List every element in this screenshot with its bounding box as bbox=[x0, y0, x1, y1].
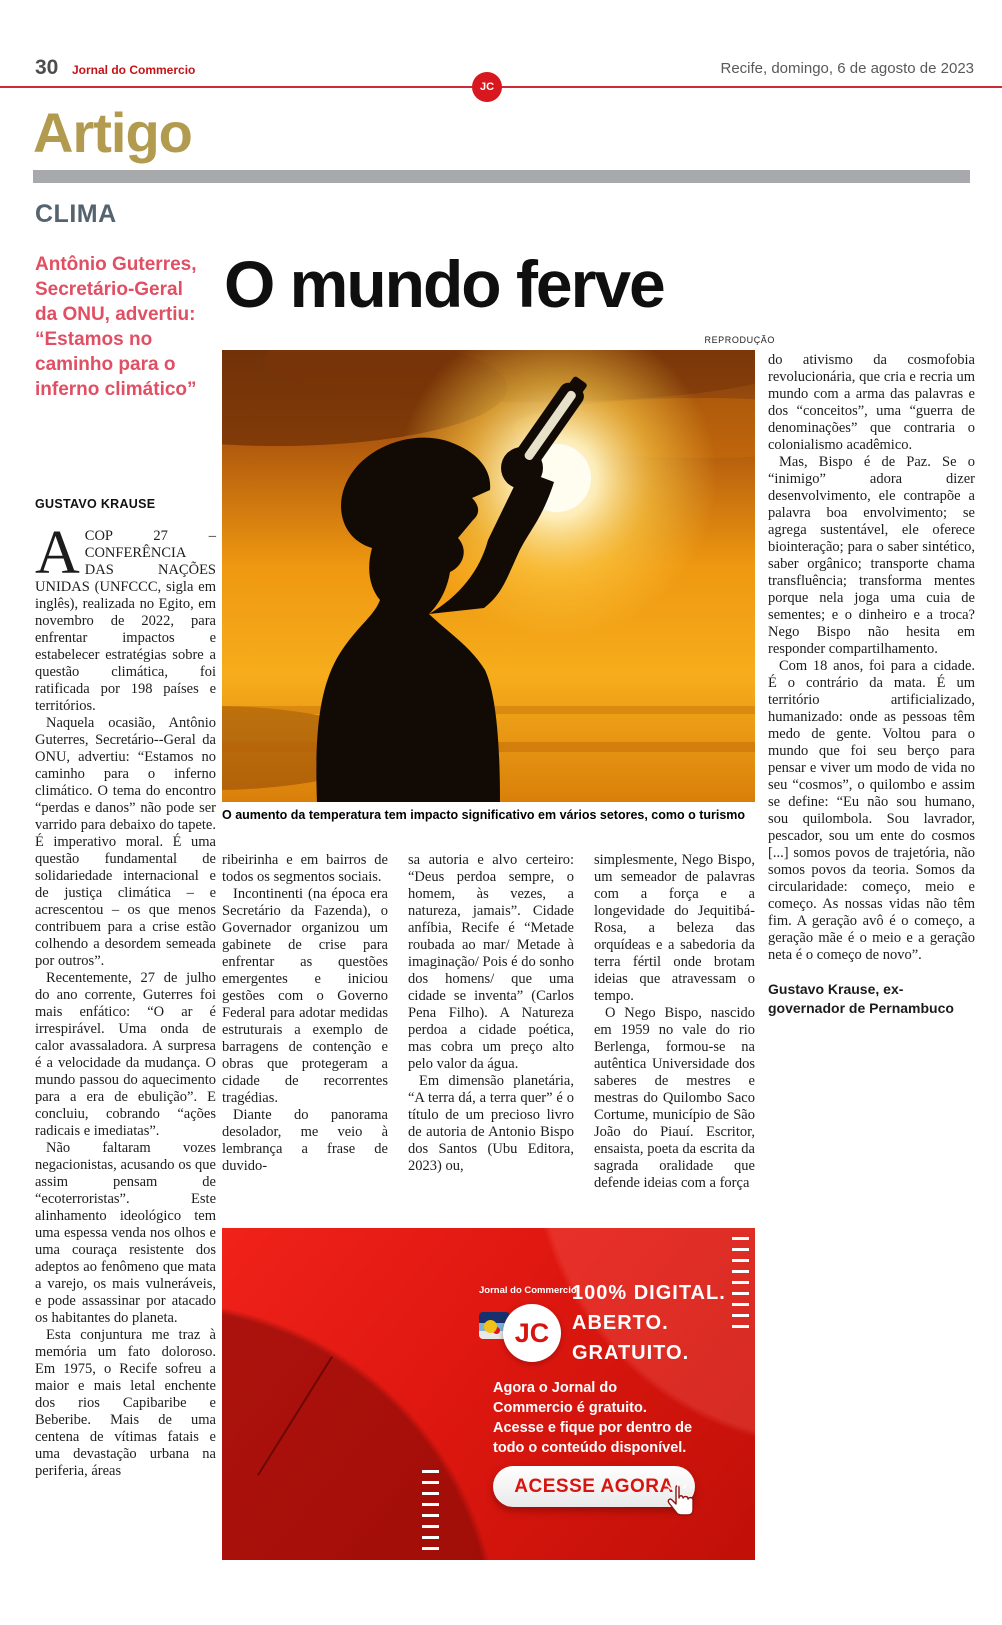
paragraph: inferno climático” bbox=[35, 379, 197, 400]
ad-headline bbox=[572, 1278, 726, 1368]
section-title: Artigo bbox=[33, 101, 192, 164]
paragraph: Incontinenti (na época era Secretário da Fazenda), o Governador organizou um gabinete de crise para enfrentar as questões emergentes e iniciou gestões com o Governo Federal para adotar medidas estruturais a exemplo de barragens de contenção e obras que protegeram a cidade de recorrentes tragédias. bbox=[222, 886, 388, 1106]
paragraph-group bbox=[594, 852, 755, 1192]
article-column-3 bbox=[408, 852, 574, 1175]
paragraph: simplesmente, Nego Bispo, um semeador de palavras com a força e a longevidade do Jequitibá-Rosa, a beleza das orquídeas e a sabedoria da terra fértil onde brotam ideias que atravessam o tempo. bbox=[594, 852, 755, 1004]
paragraph-group bbox=[408, 852, 574, 1175]
paragraph: Mas, Bispo é de Paz. Se o “inimigo” adora dizer desenvolvimento, ele contrapõe a palavra boa envolvimento; se agrega sustentável, ele oferece biointeração; para o saber sintético, saber orgânico; transporte chama transfluência; transforma mentes porque nela joga uma cuia de sementes; e o dinheiro e a troca? Nego Bispo não hesita em responder compartilhamento. bbox=[768, 454, 975, 657]
article-column-4 bbox=[594, 852, 755, 1192]
section-divider bbox=[33, 170, 970, 183]
ad-brand-label: Jornal do Commercio bbox=[479, 1285, 577, 1296]
paragraph: ABERTO. bbox=[572, 1312, 669, 1334]
paragraph: “Estamos no bbox=[35, 329, 153, 350]
jc-logo-icon: JC bbox=[472, 72, 502, 102]
page-number: 30 bbox=[35, 56, 59, 79]
paragraph: 100% DIGITAL. bbox=[572, 1282, 726, 1304]
dropcap: A bbox=[35, 519, 80, 587]
paragraph: Gustavo Krause, ex- bbox=[768, 981, 904, 997]
paragraph: Secretário-Geral bbox=[35, 279, 183, 300]
author-signature bbox=[768, 980, 975, 1018]
paragraph: da ONU, advertiu: bbox=[35, 304, 196, 325]
paragraph-group bbox=[222, 852, 388, 1175]
paragraph: Recentemente, 27 de julho do ano corrente, Guterres foi mais enfático: “O ar é irrespirável. Uma onda de calor avassaladora. A surpresa é a velocidade da mudança. O mundo passou do aquecimento para a era de ebulição”. E concluiu, cobrando “ações radicais e imediatas”. bbox=[35, 970, 216, 1139]
article-column-2 bbox=[222, 852, 388, 1175]
photo-caption: O aumento da temperatura tem impacto significativo em vários setores, como o turismo bbox=[222, 808, 746, 822]
dashes-decoration-top-right bbox=[732, 1237, 749, 1332]
article-column-1 bbox=[35, 519, 216, 1480]
ad-diagonal-line bbox=[257, 1356, 333, 1476]
paragraph: GRATUITO. bbox=[572, 1342, 690, 1364]
cursor-hand-icon bbox=[660, 1480, 700, 1520]
byline: GUSTAVO KRAUSE bbox=[35, 497, 156, 511]
paragraph: Diante do panorama desolador, me veio à lembrança a frase de duvido- bbox=[222, 1107, 388, 1174]
acesse-agora-button[interactable]: ACESSE AGORA bbox=[493, 1466, 695, 1507]
paragraph: Em dimensão planetária, “A terra dá, a terra quer” é o título de um precioso livro de autoria de Antonio Bispo dos Santos (Ubu Editora, 2023) ou, bbox=[408, 1073, 574, 1174]
sunset-silhouette-image bbox=[222, 350, 755, 802]
paragraph: do ativismo da cosmofobia revolucionária, que cria e recria um mundo com a arma das palavras e dos “conceitos”, uma “guerra de denominações” que contraria o colonialismo acadêmico. bbox=[768, 352, 975, 453]
paragraph: O Nego Bispo, nascido em 1959 no vale do rio Berlenga, formou-se na autêntica Universidade dos saberes de mestres e mestras do Quilombo Saco Cortume, município de São João do Piauí. Escritor, ensaista, poeta da escrita da sagrada oralidade que defende ideias com a força bbox=[594, 1005, 755, 1191]
article-column-5 bbox=[768, 352, 975, 1018]
ad-body-text: Agora o Jornal do Commercio é gratuito. Acesse e fique por dentro de todo o conteúdo disponível. bbox=[493, 1380, 693, 1456]
paragraph: governador de Pernambuco bbox=[768, 1000, 954, 1016]
article-photo bbox=[222, 350, 755, 802]
paragraph: caminho para o bbox=[35, 354, 176, 375]
jc-digital-ad-banner[interactable] bbox=[222, 1228, 755, 1560]
newspaper-brand: Jornal do Commercio bbox=[72, 63, 196, 77]
kicker: CLIMA bbox=[35, 200, 117, 228]
article-headline: O mundo ferve bbox=[224, 247, 664, 321]
dashes-decoration-bottom-left bbox=[422, 1470, 439, 1558]
paragraph: Esta conjuntura me traz à memória um fato doloroso. Em 1975, o Recife sofreu a maior e mais letal enchente dos rios Capibaribe e Beberibe. Mais de uma centena de vítimas fatais e uma devastação urbana na periferia, áreas bbox=[35, 1327, 216, 1479]
paragraph: ribeirinha e em bairros de todos os segmentos sociais. bbox=[222, 852, 388, 885]
dateline: Recife, domingo, 6 de agosto de 2023 bbox=[720, 60, 974, 77]
paragraph: Não faltaram vozes negacionistas, acusando os que assim pensam de “ecoterroristas”. Este alinhamento ideológico tem uma espessa venda nos olhos e uma couraça resistente dos adeptos ao fenômeno que mata a varejo, os mais vulneráveis, e pode assassinar por atacado os habitantes do planeta. bbox=[35, 1140, 216, 1326]
paragraph-group bbox=[35, 715, 216, 1480]
paragraph: Com 18 anos, foi para a cidade. É o contrário da mata. É um território artificializado, humanizado: onde as pessoas têm medo de gente. Voltou para o mundo que foi seu berço para pensar e viver um modo de vida no seu “cosmos”, o quilombo e assim se define: “Eu não sou humano, sou quilombola. Sou lavrador, pescador, sou um ente do cosmos [...] somos povos de trajetória, não somos povos da teoria. Somos da circularidade: começo, meio e começo. As nossas vidas não têm fim. A geração avô é o começo, a geração mãe é o meio e a geração neta é o começo de novo”. bbox=[768, 658, 975, 963]
paragraph: Naquela ocasião, Antônio Guterres, Secretário--Geral da ONU, advertiu: “Estamos no caminho para o inferno climático. O tema do encontro “perdas e danos” não pode ser varrido para debaixo do tapete. É imperativo moral. É uma questão fundamental de solidariedade internacional e de justiça climática – e acrescentou – os que menos contribuem para a crise estão colhendo a desordem semeada por outros”. bbox=[35, 715, 216, 969]
paragraph: Antônio Guterres, bbox=[35, 254, 197, 275]
pull-quote bbox=[35, 252, 220, 402]
lead-paragraph: ACOP 27 – CONFERÊNCIA DAS NAÇÕES UNIDAS (UNFCCC, sigla em inglês), realizada no Egito, em novembro de 2022, para enfrentar impactos e estabelecer estratégias sobre a questão climática, foi ratificada por 198 países e territórios. bbox=[35, 519, 216, 714]
paragraph-group bbox=[768, 352, 975, 964]
paragraph: sa autoria e alvo certeiro: “Deus perdoa sempre, o homem, às vezes, a natureza, jamais”. Cidade anfíbia, Recife é “Metade roubada ao mar/ Metade à imaginação/ Pois é do sonho dos homens/ que uma cidade se inventa” (Carlos Pena Filho). A Natureza perdoa a cidade poética, mas cobra um preço alto pelo valor da água. bbox=[408, 852, 574, 1072]
jc-circle-logo-icon: JC bbox=[503, 1304, 561, 1362]
photo-credit: REPRODUÇÃO bbox=[704, 335, 775, 345]
